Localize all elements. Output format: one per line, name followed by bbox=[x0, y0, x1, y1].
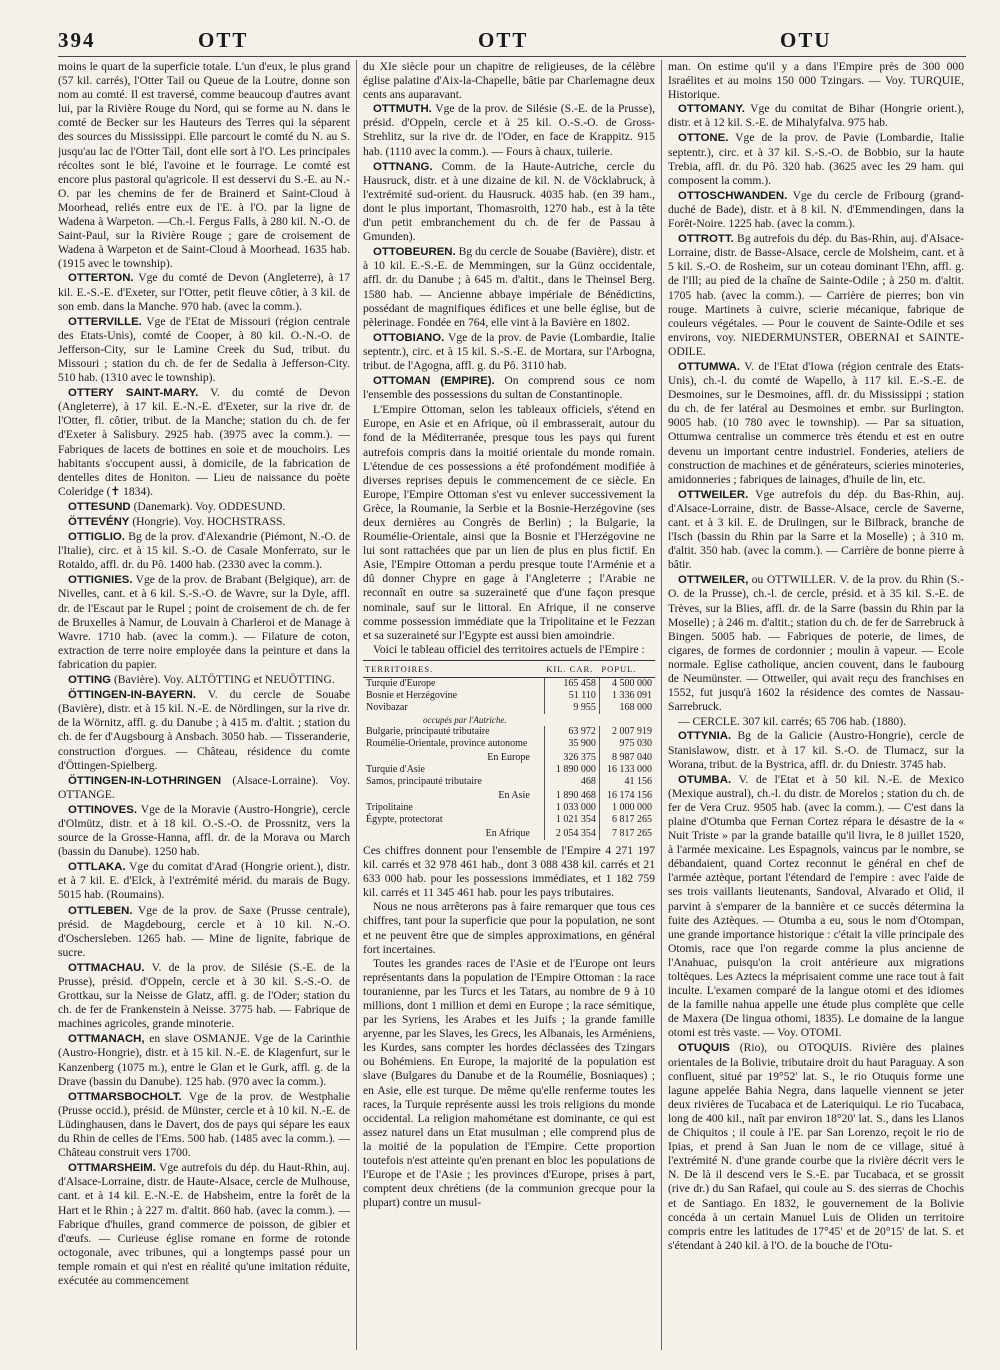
entry-text: V. de l'Etat d'Iowa (région centrale des Etats-Unis), ch.-l. du comté de Wapello, à 117 kil. E.-S.-E. de Desmoines, sur le Desmoines, affl. dr. du Mississippi ; station du ch. de fer latéral au Desmoines et embr. sur Burlington. 9005 hab. (10 780 avec le township). — Par sa situation, Ottumwa centralise un commerce très étendu et est en outre devenu un important centre industriel. Fonderies, ateliers de construction de machines et de générateurs, scieries minoteries, amidonneries ; fabriques de lainages, d'huile de lin, etc. bbox=[668, 359, 964, 486]
entry-text: Vge du comitat de Bihar (Hongrie orient.), distr. et à 12 kil. S.-E. de Mihalyfalva. 975 hab. bbox=[668, 102, 964, 130]
entry-headword: OTTING bbox=[68, 674, 112, 687]
table-row bbox=[363, 776, 655, 788]
column-divider bbox=[661, 60, 662, 1350]
entry-text: L'Empire Ottoman, selon les tableaux officiels, s'étend en Europe, en Asie et en Afrique, où il embrasserait, autour du fond de la Méditerranée, presque tous les pays qui furent autrefois compris dans la moitié orientale du monde romain. L'étendue de ces possessions a été profondément modifiée à diverses reprises depuis le commencement de ce siècle. En Europe, l'Empire Ottoman s'est vu enlever successivement la Grèce, la Roumanie, la Serbie et la Bosnie-Herzégovine (ses deux dernières au Congrès de Berlin) ; la Bulgarie, la Roumélie-Orientale, ainsi que la Bosnie et l'Herzégovine ne lui sont rattachées que par un lien de plus en plus fictif. En Asie, l'Empire Ottoman a perdu presque toute l'Arménie et a dû donner Chypre en gage à l'Angleterre ; l'Arabie ne reconnaît en outre sa suzeraineté que d'une façon presque nominale, sauf sur le littoral. En Afrique, il ne conserve comme possession immédiate que la Tripolitaine et le Fezzan et sa suzeraineté sur l'Egypte est aussi bien amoindrie. bbox=[363, 403, 655, 642]
entry-text: Vge de la prov. de Silésie (S.-E. de la Prusse), présid. d'Oppeln, cercle et à 25 kil. O.-S.-O. de Gross-Strehlitz, sur la rive dr. de l'Oder, en face de Krappitz. 915 hab. (1110 avec la comm.). — Fours à chaux, tuilerie. bbox=[363, 102, 655, 158]
entry-headword: OTTERVILLE. bbox=[68, 315, 142, 328]
dictionary-entry bbox=[668, 131, 964, 187]
dictionary-entry bbox=[58, 1090, 350, 1160]
text-paragraph bbox=[668, 715, 964, 729]
territory-population: 8 987 040 bbox=[599, 750, 655, 764]
entry-text: en slave OSMANJE. Vge de la Carinthie (Austro-Hongrie), distr. et à 15 kil. N.-E. de Klagenfurt, sur le Kanzenberg (1075 m.), entre le Glan et le Gurk, affl. g. de la Drave (bassin du Danube). 125 hab. (970 avec la comm.). bbox=[58, 1032, 350, 1088]
column-2-text-bottom bbox=[363, 844, 655, 1210]
table-body bbox=[363, 677, 655, 840]
territory-area: 326 375 bbox=[544, 750, 599, 764]
table-row bbox=[363, 702, 655, 714]
table-header-territoires: TERRITOIRES. bbox=[363, 660, 544, 677]
dictionary-entry bbox=[58, 271, 350, 313]
territory-population: 1 336 091 bbox=[599, 690, 655, 702]
entry-headword: OTTLEBEN. bbox=[68, 904, 133, 917]
text-paragraph bbox=[58, 60, 350, 271]
text-paragraph bbox=[668, 60, 964, 102]
entry-headword: OTTROTT. bbox=[678, 233, 734, 246]
entry-text: ou OTTWILLER. V. de la prov. du Rhin (S.-O. de la Prusse), ch.-l. de cercle, présid. et à 35 kil. S.-E. de Trèves, sur la Blies, affl. dr. de la Sarre (bassin du Rhin par la Moselle) ; à 246 m. d'altit.; station du ch. de fer de Sarrebruck à Bingen. 5005 hab. — Fabriques de poterie, de limes, de cigares, de formes de cordonnier ; moulin à vapeur. — Ecole normale. Eglise catholique, ancien couvent, dans le faubourg de Neumünster. — Ottweiler, qui avait reçu des franchises en 1552, fut jusqu'à 1602 la résidence des comtes de Nassau-Sarrebruck. bbox=[668, 573, 964, 714]
territory-population: 168 000 bbox=[599, 702, 655, 714]
entry-text: moins le quart de la superficie totale. L'un d'eux, le plus grand (57 kil. carrés), l'Otter Tail ou Queue de la Loutre, donne son nom au comté. Il est traversé, comme beaucoup d'autres avant lui, par la Rivière Rouge du Nord, qui se forme au N. dans le comté de Becker sur les Hauteurs des Terres qui la séparent des sources du Mississippi. Elle parcourt le comté du N. au S. jusqu'au lac de l'Otter Tail, dont elle sort à l'O. Les principales récoltes sont le blé, l'avoine et le fourrage. Le comté est encore plus pastoral qu'agricole. Il est desservi du S.-E. au N.-O. par les chemins de fer de Brainerd et Saint-Cloud à Moorhead, reliés entre eux de l'E. à l'O. par la ligne de Wadena à Warpeton. —Ch.-l. Fergus Falls, à 280 kil. N.-O. de Saint-Paul, sur la Rivière Rouge ; gare de croisement de Wadena à Warpeton et de Saint-Cloud à Moorhead. 1635 hab. (1915 avec le township). bbox=[58, 60, 350, 271]
entry-headword: OTTMARSHEIM. bbox=[68, 1162, 156, 1175]
entry-text: On comprend sous ce nom l'ensemble des possessions du sultan de Constantinople. bbox=[363, 374, 655, 402]
dictionary-entry bbox=[668, 360, 964, 487]
entry-text: (Danemark). Voy. ODDESUND. bbox=[133, 499, 286, 513]
territory-name: Turquie d'Europe bbox=[366, 677, 436, 689]
running-head-center: OTT bbox=[478, 28, 529, 52]
territory-population: 4 500 000 bbox=[599, 677, 655, 690]
dictionary-entry bbox=[363, 331, 655, 373]
territory-name: En Europe bbox=[487, 751, 530, 763]
entry-headword: OTTINOVES. bbox=[68, 803, 137, 816]
column-3 bbox=[668, 60, 964, 1350]
entry-text: Comm. de la Haute-Autriche, cercle du Hausruck, distr. et à une dizaine de kil. N. de Vöcklabruck, à l'extrémité sud-orient. du Hausruck. 4035 hab. (en 39 ham., dont le plus important, Thomasroith, 1270 hab., est à la tête d'un petit embranchement du ch. de fer de Passau à Gmunden). bbox=[363, 159, 655, 244]
entry-headword: OTTLAKA. bbox=[68, 861, 126, 874]
entry-headword: OTTOMANY. bbox=[678, 103, 745, 116]
dictionary-entry bbox=[668, 729, 964, 771]
territory-population: 975 030 bbox=[599, 738, 655, 750]
running-head-right: OTU bbox=[780, 28, 832, 52]
table-row bbox=[363, 802, 655, 814]
table-row bbox=[363, 677, 655, 690]
dictionary-entry bbox=[668, 102, 964, 130]
dictionary-entry bbox=[58, 500, 350, 514]
page-number: 394 bbox=[58, 28, 96, 52]
entry-headword: OTTERTON. bbox=[68, 272, 134, 285]
dictionary-entry bbox=[58, 1161, 350, 1288]
entry-text: Vge de l'Etat de Missouri (région centrale des Etats-Unis), comté de Cooper, à 80 kil. O.-N.-O. de Jefferson-City, sur le Lamine Creek du Sud, tribut. du Missouri ; station du ch. de fer de Sedalia à Jefferson-City. 510 hab. (1310 avec le township). bbox=[58, 314, 350, 385]
dictionary-entry bbox=[58, 961, 350, 1031]
text-paragraph bbox=[363, 60, 655, 102]
table-total-row bbox=[363, 750, 655, 764]
entry-text: Bg du cercle de Souabe (Bavière), distr. et à 10 kil. E.-S.-E. de Memmingen, sur la Günz occidentale, affl. dr. du Danube ; à 645 m. d'altit., dans le Theinsel Berg. 1580 hab. — Ancienne abbaye impériale de Bénédictins, possédant de magnifiques édifices et une belle église, but de pèlerinage. Fondée en 764, elle vint à la Bavière en 1802. bbox=[363, 245, 655, 329]
territory-area: 165 458 bbox=[544, 677, 599, 690]
entry-text: Vge de la prov. de Westphalie (Prusse occid.), présid. de Münster, cercle et à 10 kil. N.-E. de Lüdinghausen, dans le Davert, dos de pays qui sépare les eaux du Rhin de celles de l'Ems. 500 hab. (1485 avec la comm.). — Château construit vers 1700. bbox=[58, 1089, 350, 1160]
entry-headword: OTTOBEUREN. bbox=[373, 246, 456, 259]
territory-area: 63 972 bbox=[544, 726, 599, 738]
text-paragraph bbox=[363, 957, 655, 1211]
entry-text: Ces chiffres donnent pour l'ensemble de l'Empire 4 271 197 kil. carrés et 32 978 461 hab., dont 3 088 438 kil. carrés et 21 633 000 hab. pour les possessions immédiates, et 1 182 759 kil. carrés et 11 345 461 hab. pour les pays tributaires. bbox=[363, 843, 655, 900]
entry-text: (Bavière). Voy. ALTÖTTING et NEUÖTTING. bbox=[113, 673, 335, 687]
table-note-row bbox=[363, 714, 655, 726]
territory-area: 51 110 bbox=[544, 690, 599, 702]
entry-text: man. On estime qu'il y a dans l'Empire près de 300 000 Israélites et au moins 150 000 Tzingars. — Voy. TURQUIE, Historique. bbox=[668, 60, 964, 102]
dictionary-entry bbox=[668, 189, 964, 231]
entry-headword: OTTMACHAU. bbox=[68, 961, 145, 974]
entry-text: Vge du comté de Devon (Angleterre), à 17 kil. E.-S.-E. d'Exeter, sur l'Otter, petit fleuve côtier, à 3 kil. de son emb. dans la Manche. 970 hab. (avec la comm.). bbox=[58, 271, 350, 313]
entry-text: (Rio), ou OTOQUIS. Rivière des plaines orientales de la Bolivie, tributaire droit du haut Paraguay. A son confluent, situé par 19°52' lat. S., le rio Otuquis forme une lagune appelée Bahia Negra, dans laquelle viennent se jeter deux rivières de Tucabaca et de Lateriquiqui. Le rio Tucabaca, long de 400 kil., naît par environ 18°20' lat. S., dans les Llanos de Chiquitos ; il coule à l'E. par San Lorenzo, reçoit le rio de Ipias, et prend à San Juan le nom de ce village, situé à l'extrémité N. d'une grande courbe que la rivière décrit vers le N. De là il descend vers le S.-E. par Tucabaca, et se grossit (rive dr.) du San Rafael, qui coule au S. des sierras de Chochis et de Santiago. En 1832, le gouvernement de la Bolivie concéda à un certain Manuel Luis de Oliden un territoire compris entre les latitudes de 17°45' et de 20°15' de lat. S. et s'étendant à 240 kil. à l'O. de la bouche de l'Otu- bbox=[668, 1041, 964, 1252]
territories-table bbox=[363, 660, 655, 840]
table-header-kil-car: KIL. CAR. bbox=[544, 660, 599, 677]
territory-population: 16 133 000 bbox=[599, 764, 655, 776]
entry-headword: OTTWEILER. bbox=[678, 488, 749, 501]
dictionary-entry bbox=[58, 774, 350, 802]
dictionary-entry bbox=[58, 1032, 350, 1088]
territory-area: 468 bbox=[544, 776, 599, 788]
column-divider bbox=[356, 60, 357, 1350]
territory-area: 1 890 468 bbox=[544, 788, 599, 802]
running-head-left: OTT bbox=[198, 28, 249, 52]
entry-headword: OTTMUTH. bbox=[373, 103, 432, 116]
text-paragraph bbox=[363, 643, 655, 657]
entry-headword: OTTNANG. bbox=[373, 160, 433, 173]
entry-headword: OTTUMWA. bbox=[678, 360, 741, 373]
table-row bbox=[363, 726, 655, 738]
text-paragraph bbox=[363, 900, 655, 956]
entry-text: Bg de la prov. d'Alexandrie (Piémont, N.-O. de l'Italie), circ. et à 15 kil. S.-O. de Casale Monferrato, sur le Rotaldo, affl. dr. du Pô. 1400 hab. (2330 avec la comm.). bbox=[58, 530, 350, 572]
dictionary-entry bbox=[668, 573, 964, 714]
territory-name: Tripolitaine bbox=[366, 801, 413, 813]
entry-text: V. du comté de Devon (Angleterre), à 17 kil. E.-N.-E. d'Exeter, sur la rive dr. de l'Otter, fl. côtier, tribut. de la Manche; station du ch. de fer d'Exeter à Salisbury. 2925 hab. (3975 avec la comm.). — Fabriques de lacets de bottines en soie et de mouchoirs. Les habitants s'occupent aussi, à domicile, de la fabrication de dentelles dites de Honiton. — Lieu de naissance du poète Coleridge (✝ 1834). bbox=[58, 386, 350, 498]
dictionary-entry bbox=[58, 673, 350, 687]
territory-area: 1 890 000 bbox=[544, 764, 599, 776]
dictionary-entry bbox=[363, 160, 655, 245]
entry-text: Vge de la prov. de Saxe (Prusse centrale), présid. de Magdebourg, cercle et à 10 kil. N.-O. d'Oschersleben. 1265 hab. — Mine de lignite, fabrique de sucre. bbox=[58, 903, 350, 959]
dictionary-entry bbox=[58, 530, 350, 572]
entry-text: Toutes les grandes races de l'Asie et de l'Europe ont leurs représentants dans la population de l'Empire Ottoman : la race touranienne, par les Turcs et les Tatars, au nombre de 9 à 10 millions, dont 1 million et demi en Europe ; la race sémitique, par les Syriens, les Arabes et les Juifs ; la grande famille aryenne, par les Slaves, les Grecs, les Albanais, les Arméniens, les Kurdes, sans compter les hordes déclassées des Tzingars ou Bohémiens. En Europe, la majorité de la population est slave (Bulgares du Danube et de la Roumélie, Bosniaques) ; en Asie, elle est turque. De même qu'elle renferme toutes les races, la Turquie représente aussi les trois religions du monde occidental. La religion mahométane est dominante, ce qui est assez naturel dans un Etat musulman ; elle comprend plus de la moitié de la population de l'Empire. Cette proportion toutefois n'est atteinte qu'en prenant en bloc les populations de l'Europe et de l'Asie ; les provinces d'Europe, prises à part, comptent deux chrétiens (de la communion grecque pour la plupart) contre un musul- bbox=[363, 956, 655, 1210]
table-header-popul: POPUL. bbox=[599, 660, 655, 677]
text-paragraph bbox=[363, 844, 655, 900]
dictionary-entry bbox=[668, 232, 964, 359]
territory-name: Samos, principauté tributaire bbox=[366, 775, 482, 787]
territory-population: 2 007 919 bbox=[599, 726, 655, 738]
table-note: occupés par l'Autriche. bbox=[423, 714, 507, 725]
entry-headword: OTTIGLIO. bbox=[68, 531, 125, 544]
entry-text: V. du cercle de Souabe (Bavière), distr. et à 15 kil. N.-E. de Nördlingen, sur la rive dr. de la Wörnitz, affl. g. du Danube ; à 415 m. d'altit. ; station du ch. de fer d'Augsbourg à Ansbach. 3050 hab. — Tisseranderie, construction d'orgues. — Château, résidence du comte d'Öttingen-Spielberg. bbox=[58, 688, 350, 772]
entry-headword: OTTOBIANO. bbox=[373, 331, 445, 344]
entry-headword: OTTMARSBOCHOLT. bbox=[68, 1090, 182, 1103]
territory-population: 41 156 bbox=[599, 776, 655, 788]
entry-headword: ÖTTEVÉNY bbox=[68, 516, 130, 528]
entry-text: Vge de la prov. de Pavie (Lombardie, Italie septentr.), circ. et à 37 kil. S.-S.-O. de Bobbio, sur la haute Trebia, affl. dr. du Pô. 320 hab. (3625 avec les 29 ham. qui composent la comm.). bbox=[668, 131, 964, 187]
entry-text: du XIe siècle pour un chapitre de religieuses, de la célèbre église palatine d'Aix-la-Chapelle, bâtie par Charlemagne deux cents ans auparavant. bbox=[363, 60, 655, 102]
column-2 bbox=[363, 60, 655, 1350]
entry-text: Nous ne nous arrêterons pas à faire remarquer que tous ces chiffres, tant pour la superficie que pour la population, ne sont et ne peuvent être que de simples approximations, en général fort incertaines. bbox=[363, 900, 655, 956]
entry-headword: ÖTTINGEN-IN-LOTHRINGEN bbox=[68, 774, 222, 787]
territory-area: 1 033 000 bbox=[544, 802, 599, 814]
entry-text: (Hongrie). Voy. HOCHSTRASS. bbox=[132, 515, 286, 528]
territory-population: 16 174 156 bbox=[599, 788, 655, 802]
table-total-row bbox=[363, 788, 655, 802]
dictionary-entry bbox=[58, 515, 350, 529]
entry-headword: OTTMANACH, bbox=[68, 1033, 145, 1046]
entry-text: — CERCLE. 307 kil. carrés; 65 706 hab. (1880). bbox=[678, 715, 906, 729]
entry-headword: OTTIGNIES. bbox=[68, 574, 133, 587]
territory-name: En Asie bbox=[498, 789, 530, 801]
entry-text: Vge du cercle de Fribourg (grand-duché de Bade), distr. et à 8 kil. N. d'Emmendingen, dans la Forêt-Noire. 1225 hab. (avec la comm.). bbox=[668, 188, 964, 231]
entry-headword: OTTOMAN (EMPIRE). bbox=[373, 375, 495, 388]
entry-headword: OTTWEILER, bbox=[678, 574, 749, 587]
entry-headword: OTUQUIS bbox=[678, 1042, 730, 1055]
territory-name: Novibazar bbox=[366, 701, 408, 713]
table-total-row bbox=[363, 826, 655, 840]
entry-headword: OTTERY SAINT-MARY. bbox=[68, 387, 199, 400]
entry-headword: OTTESUND bbox=[68, 500, 131, 513]
territory-area: 1 021 354 bbox=[544, 814, 599, 826]
entry-headword: OTTONE. bbox=[678, 132, 729, 145]
dictionary-entry bbox=[58, 573, 350, 672]
dictionary-entry bbox=[58, 688, 350, 773]
entry-headword: ÖTTINGEN-IN-BAYERN. bbox=[68, 689, 197, 702]
dictionary-entry bbox=[58, 315, 350, 385]
territory-area: 2 054 354 bbox=[544, 826, 599, 840]
table-row bbox=[363, 764, 655, 776]
territory-area: 35 900 bbox=[544, 738, 599, 750]
table-row bbox=[363, 690, 655, 702]
entry-text: Vge autrefois du dép. du Bas-Rhin, auj. d'Alsace-Lorraine, distr. de Basse-Alsace, cercle de Saverne, cant. et à 3 kil. E. de Drulingen, sur le Bilbrack, branche de l'Isch (bassin du Rhin par la Sarre et la Moselle) ; à 310 m. d'altit. 350 hab. (avec la comm.). — Carrière de bonne pierre à bâtir. bbox=[668, 487, 964, 572]
dictionary-entry bbox=[58, 386, 350, 499]
column-2-text-top bbox=[363, 60, 655, 657]
dictionary-entry bbox=[58, 803, 350, 859]
dictionary-entry bbox=[58, 904, 350, 960]
table-row bbox=[363, 738, 655, 750]
territory-area: 9 955 bbox=[544, 702, 599, 714]
table-row bbox=[363, 814, 655, 826]
text-paragraph bbox=[363, 403, 655, 643]
dictionary-entry bbox=[668, 1041, 964, 1252]
territory-name: Roumélie-Orientale, province autonome bbox=[366, 737, 528, 749]
entry-text: Vge de la prov. de Pavie (Lombardie, Italie septentr.), circ. et à 15 kil. S.-S.-E. de Mortara, sur l'Arbogna, tribut. de l'Agogna, affl. g. du Pô. 3110 hab. bbox=[363, 330, 655, 372]
entry-text: Bg autrefois du dép. du Bas-Rhin, auj. d'Alsace-Lorraine, distr. de Basse-Alsace, cercle de Molsheim, cant. et à 5 kil. S.-O. de Rosheim, sur un coteau dominant l'Ehn, affl. g. de l'Ill; au pied de la chaîne de Sainte-Odile ; à 250 m. d'altit. 1705 hab. (avec la comm.). — Carrière de pierres; bon vin rouge. Martinets à cuivre, scierie mécanique, fabrique de couleurs végétales. — Pour le couvent de Sainte-Odile et ses environs, voy. NIEDERMUNSTER, OBERNAI et SAINTE-ODILE. bbox=[668, 232, 964, 358]
territory-population: 6 817 265 bbox=[599, 814, 655, 826]
territory-name: Turquie d'Asie bbox=[366, 763, 425, 775]
territory-name: Égypte, protectorat bbox=[366, 813, 443, 825]
dictionary-entry bbox=[363, 102, 655, 158]
entry-text: Vge du comitat d'Arad (Hongrie orient.), distr. et à 7 kil. E. d'Elck, à l'extrémité mérid. du marais de Bugy. 5015 hab. (Roumains). bbox=[58, 860, 350, 902]
entry-text: V. de l'Etat et à 50 kil. N.-E. de Mexico (Mexique austral), ch.-l. du distr. de Morelos ; station du ch. de fer de Vera Cruz. 9505 hab. (avec la comm.). — C'est dans la plaine d'Otumba que Fernan Cortez répara le désastre de la « Nuit Triste » par la grande bataille qu'il livra, le 8 juillet 1520, à l'armée mexicaine. Les Espagnols, vaincus par le nombre, se débandaient, quand Cortez reconnut le général en chef de l'armée aztèque, portant l'étendard de l'empire : avec l'aide de ses trois vaillants lieutenants, Sandoval, Alvarado et Olid, il parvint à s'emparer de la bannière et ce succès détermina la fuite des Aztèques. — Otumba a eu, sous le nom d'Otompan, une grande importance historique : c'était la ville principale des Otomis, race que l'on regarde comme la plus ancienne de l'Anahuac, puisqu'on la croit antérieure aux migrations toltèques. Les Aztecs la méprisaient comme une race tout à fait inculte. L'examen comparé de la langue otomi et des idiomes de la famille nahua appelle une étude plus complète que celle de Maxera (De lingua othomi, 1835). Le domaine de la langue otomi est très vaste. — Voy. OTOMI. bbox=[668, 772, 964, 1040]
entry-headword: OTTOSCHWANDEN. bbox=[678, 189, 788, 202]
entry-text: Voici le tableau officiel des territoires actuels de l'Empire : bbox=[373, 642, 645, 656]
territory-name: Bulgarie, principauté tributaire bbox=[366, 725, 490, 737]
dictionary-entry bbox=[363, 374, 655, 402]
dictionary-entry bbox=[668, 488, 964, 573]
entry-text: Bg de la Galicie (Austro-Hongrie), cercle de Stanislawow, distr. et à 17 kil. S.-O. de Tlumacz, sur la Worana, tribut. de la Bystrica, affl. dr. du Dniestr. 3745 hab. bbox=[668, 729, 964, 771]
entry-headword: OTTYNIA. bbox=[678, 730, 732, 743]
entry-text: (Alsace-Lorraine). Voy. OTTANGE. bbox=[58, 773, 350, 801]
entry-text: Vge de la prov. de Brabant (Belgique), arr. de Nivelles, cant. et à 6 kil. S.-S.-O. de Wavre, sur la Dyle, affl. dr. de l'Escaut par le Rupel ; point de croisement de ch. de fer de Bruxelles à Namur, de Louvain à Charleroi et de Manage à Wavre. 1710 hab. (avec la comm.). — Filature de coton, extraction de terre noire employée dans la peinture et dans la fabrication du papier. bbox=[58, 573, 350, 671]
dictionary-entry bbox=[363, 245, 655, 330]
entry-text: Vge de la Moravie (Austro-Hongrie), cercle d'Olmütz, distr. et à 18 kil. O.-S.-O. de Prossnitz, vers la source de la Grosse-Hanna, affl. dr. de la Morava ou March (bassin du Danube). 1250 hab. bbox=[58, 802, 350, 859]
territory-name: Bosnie et Herzégovine bbox=[366, 689, 458, 701]
entry-text: V. de la prov. de Silésie (S.-E. de la Prusse), présid. d'Oppeln, cercle et à 30 kil. S.-S.-O. de Grottkau, sur la Neisse de Glatz, affl. g. de l'Oder; station du ch. de fer de Frankenstein à Neisse. 3775 hab. — Fabrique de machines agricoles, grande minoterie. bbox=[58, 960, 350, 1031]
dictionary-entry bbox=[58, 860, 350, 902]
entry-text: Vge autrefois du dép. du Haut-Rhin, auj. d'Alsace-Lorraine, distr. de Haute-Alsace, cercle de Mulhouse, cant. et à 14 kil. E.-N.-E. de Habsheim, entre la forêt de la Hart et le Rhin ; à 227 m. d'altit. 860 hab. (avec la comm.). — Fabrique d'huiles, grand commerce de poisson, de gibier et d'œufs. — Curieuse église romane en forme de rotonde octogonale, avec tribunes, qui a longtemps passé pour un temple romain et qui n'est en réalité qu'une imitation réduite, exécutée au commencement bbox=[58, 1161, 350, 1287]
entry-headword: OTUMBA. bbox=[678, 773, 732, 786]
column-1 bbox=[58, 60, 350, 1350]
territory-population: 7 817 265 bbox=[599, 826, 655, 840]
territory-name: En Afrique bbox=[485, 827, 530, 839]
header-rule bbox=[58, 56, 966, 57]
territory-population: 1 000 000 bbox=[599, 802, 655, 814]
dictionary-entry bbox=[668, 773, 964, 1041]
